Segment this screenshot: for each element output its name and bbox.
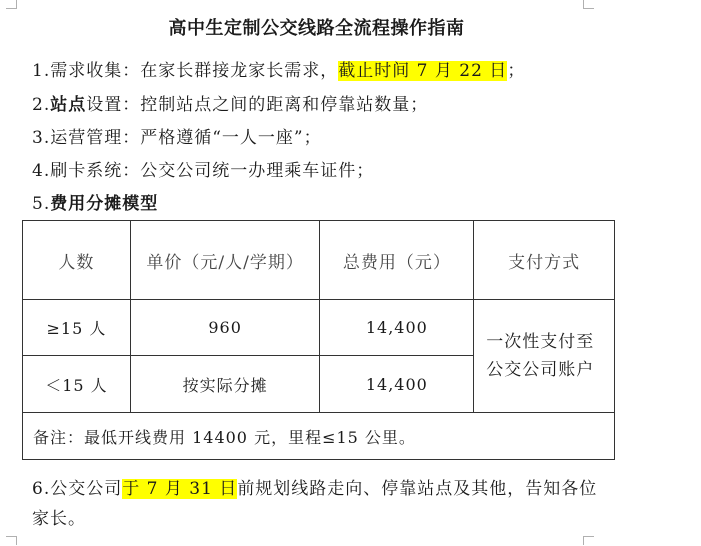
item-text-before: 公交公司	[50, 479, 123, 499]
item-label-bold: 站点	[50, 95, 87, 115]
item-label: 设置	[86, 95, 123, 115]
item-number: 2.	[32, 95, 51, 115]
item-1	[32, 58, 525, 84]
item-label: 运营管理	[50, 128, 123, 148]
highlighted-date: 于 7 月 31 日	[122, 479, 238, 499]
cell-total: 14,400	[320, 356, 474, 413]
item-6	[32, 474, 602, 534]
cell-unit-price: 按实际分摊	[130, 356, 320, 413]
item-number: 4.	[32, 161, 51, 181]
fee-table	[22, 220, 615, 460]
item-text: ：严格遵循“一人一座”；	[122, 128, 322, 148]
table-row	[23, 300, 615, 356]
crop-mark-bottom-left	[6, 536, 17, 545]
cell-payment: 一次性支付至公交公司账户	[474, 300, 615, 413]
item-text: ：在家长群接龙家长需求，	[122, 61, 339, 81]
header-total: 总费用（元）	[320, 221, 474, 300]
item-label: 刷卡系统	[50, 161, 123, 181]
item-2	[32, 92, 428, 118]
cell-people: ＜15 人	[23, 356, 131, 413]
crop-mark-top-left	[6, 0, 17, 9]
crop-mark-bottom-right	[583, 536, 594, 545]
item-number: 3.	[32, 128, 51, 148]
table-header-row	[23, 221, 615, 300]
header-payment: 支付方式	[474, 221, 615, 300]
item-number: 1.	[32, 61, 51, 81]
item-number: 6.	[32, 479, 51, 499]
document-title: 高中生定制公交线路全流程操作指南	[168, 18, 465, 39]
item-text: ：公交公司统一办理乘车证件；	[122, 161, 375, 181]
table-note-row	[23, 413, 615, 460]
header-people: 人数	[23, 221, 131, 300]
item-label: 需求收集	[50, 61, 123, 81]
cell-unit-price: 960	[130, 300, 320, 356]
item-4	[32, 158, 374, 184]
item-label-bold: 费用分摊模型	[50, 194, 159, 214]
item-3	[32, 125, 322, 151]
item-number: 5.	[32, 194, 51, 214]
item-end: ；	[507, 61, 526, 81]
highlighted-deadline: 截止时间 7 月 22 日	[338, 61, 508, 81]
cell-people: ≥15 人	[23, 300, 131, 356]
item-5	[32, 191, 158, 217]
header-unit-price: 单价（元/人/学期）	[130, 221, 320, 300]
crop-mark-top-right	[583, 0, 594, 9]
cell-total: 14,400	[320, 300, 474, 356]
item-text: ：控制站点之间的距离和停靠站数量；	[122, 95, 429, 115]
table-note: 备注：最低开线费用 14400 元，里程≤15 公里。	[23, 413, 615, 460]
item-text-after: 前规划线路走向、停靠站点及其他，告知各位家长。	[32, 479, 598, 529]
